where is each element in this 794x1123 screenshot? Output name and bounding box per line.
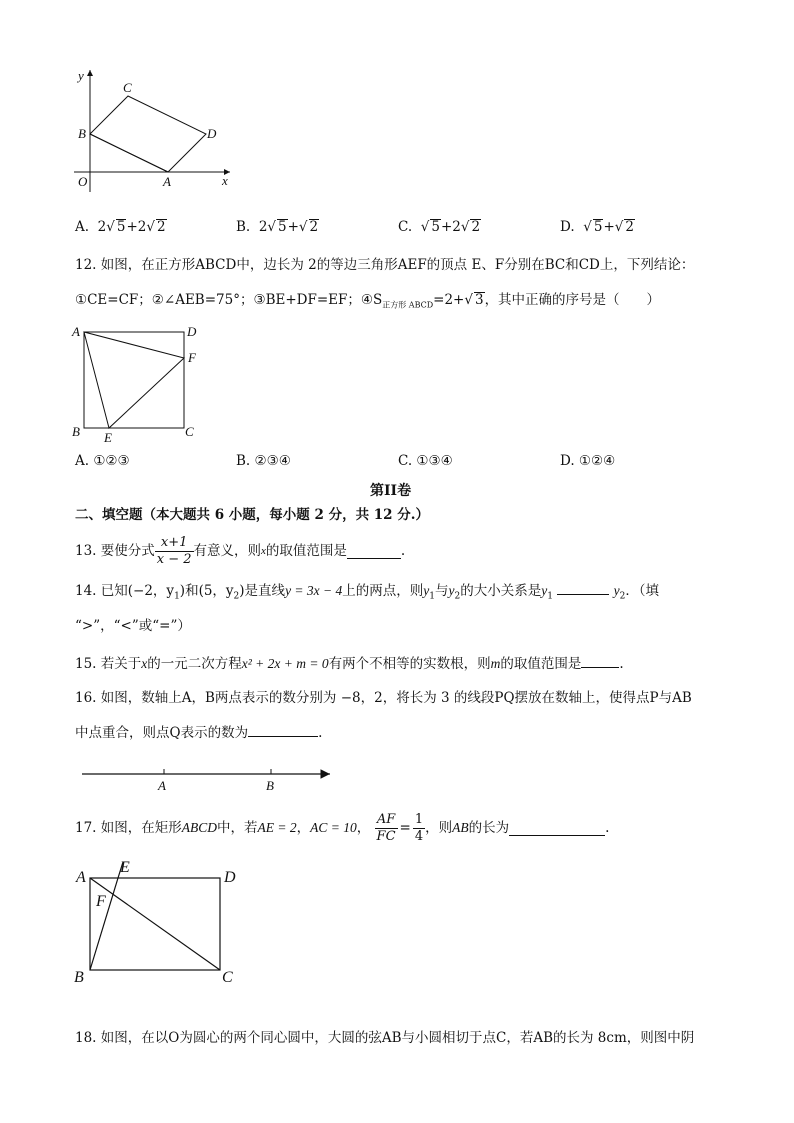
label-b: B bbox=[74, 969, 84, 986]
label-a: A bbox=[158, 778, 166, 793]
label-d: D bbox=[187, 324, 197, 339]
q18-line1: 18. 如图，在以O为圆心的两个同心圆中，大圆的弦AB与小圆相切于点C，若AB的长为 8cm，则图中阴 bbox=[75, 1030, 695, 1046]
q11-option-d[interactable]: D. √ 5+√ 2 bbox=[560, 219, 634, 235]
q14-line1: 14. 已知(−2，$y_1$)和(5，$y_2$)是直线y = 3x − 4上的两点，则$y_1$与$y_2$的大小关系是$y_1$ $y_2$．（填 bbox=[75, 580, 659, 606]
radical-sign: √ bbox=[420, 219, 430, 235]
q11-option-b[interactable]: B. 2√ 5+√ 2 bbox=[236, 219, 319, 235]
q17-value-fraction: $\frac{1}{4}$ bbox=[414, 811, 424, 844]
q17-answer-blank[interactable] bbox=[509, 821, 605, 836]
q12-line1: 12. 如图，在正方形ABCD中，边长为 2的等边三角形AEF的顶点 E、F分别在BC和CD上，下列结论： bbox=[75, 257, 695, 273]
radical-sign: √ bbox=[583, 219, 592, 235]
q11-option-c[interactable]: C. √ 5+2√ 2 bbox=[398, 219, 481, 235]
label-e: E bbox=[104, 430, 112, 445]
label-b: B bbox=[266, 778, 274, 793]
q16-line2: 中点重合，则点Q表示的数为 . bbox=[75, 722, 322, 742]
q11-option-a[interactable]: A. 2√ 5+2√ 2 bbox=[75, 219, 166, 235]
section-heading: 二、填空题（本大题共 6 小题，每小题 2 分，共 12 分.） bbox=[75, 507, 429, 523]
q12-option-a[interactable]: A. ①②③ bbox=[75, 453, 130, 469]
q12-line2: ①CE=CF；②∠AEB=75°；③BE+DF=EF；$④S_{正方形 ABCD}=2+√$ 3，其中正确的序号是（ ） bbox=[75, 292, 661, 310]
label-d: D bbox=[224, 869, 236, 886]
q13-line: 13. 要使分式 $\frac{x+1}{x - 2}$ 有意义，则 x 的取值范围是 . bbox=[75, 534, 406, 567]
label-b: B bbox=[78, 126, 86, 141]
diagonal-bd bbox=[90, 134, 168, 172]
q15-line: 15. 若关于x的一元二次方程x² + 2x + m = 0有两个不相等的实数根，则m的取值范围是 . bbox=[75, 653, 624, 673]
volume-title: 第II卷 bbox=[370, 483, 412, 499]
radical-sign: √ bbox=[464, 292, 473, 308]
q16-answer-blank[interactable] bbox=[248, 722, 318, 737]
radical-sign: √ bbox=[460, 219, 470, 235]
q12-option-b[interactable]: B. ②③④ bbox=[236, 453, 291, 469]
label-d: D bbox=[207, 126, 217, 141]
q14-line2: “>”，“<”或“=”） bbox=[75, 618, 191, 634]
q16-line1: 16. 如图，数轴上A，B两点表示的数分别为 −8，2，将长为 3 的线段PQ摆放在数轴上，使得点P与AB bbox=[75, 690, 692, 706]
label-a: A bbox=[76, 869, 86, 886]
label-e: E bbox=[120, 859, 130, 876]
q14-answer-blank[interactable] bbox=[557, 580, 609, 595]
triangle-aef bbox=[84, 332, 184, 428]
label-a: A bbox=[163, 174, 171, 189]
q12-option-d[interactable]: D. ①②④ bbox=[560, 453, 616, 469]
square-abcd bbox=[84, 332, 184, 428]
label-c: C bbox=[185, 424, 194, 439]
label-y: y bbox=[78, 68, 84, 83]
label-x: x bbox=[222, 173, 228, 188]
q17-ratio-fraction: $\frac{AF}{FC}$ bbox=[376, 811, 396, 844]
q16-number-line bbox=[76, 764, 338, 794]
q17-line: 17. 如图，在矩形 ABCD 中，若 AE = 2 ， AC = 10 ， $\frac{AF}{FC}$ = $\frac{1}{4}$ ，则 AB 的长为 . bbox=[75, 811, 610, 844]
label-o: O bbox=[78, 174, 88, 189]
radical-sign: √ bbox=[614, 219, 624, 235]
radical-sign: √ bbox=[146, 219, 155, 235]
label-a: A bbox=[72, 324, 80, 339]
label-c: C bbox=[123, 80, 132, 95]
parallelogram bbox=[90, 96, 206, 172]
q12-figure bbox=[68, 320, 208, 446]
label-f: F bbox=[96, 893, 106, 910]
q12-option-c[interactable]: C. ①③④ bbox=[398, 453, 453, 469]
q15-answer-blank[interactable] bbox=[581, 653, 619, 668]
label-f: F bbox=[188, 350, 196, 365]
q13-answer-blank[interactable] bbox=[347, 544, 401, 559]
q17-figure bbox=[70, 852, 250, 988]
radical-sign: √ bbox=[267, 219, 277, 235]
radical-sign: √ bbox=[298, 219, 308, 235]
label-b: B bbox=[72, 424, 80, 439]
q11-figure bbox=[60, 66, 240, 200]
diagonal-ac bbox=[90, 878, 220, 970]
segment-be bbox=[90, 878, 118, 970]
q13-fraction: $\frac{x+1}{x - 2}$ bbox=[156, 534, 192, 567]
label-c: C bbox=[222, 969, 233, 986]
radical-sign: √ bbox=[106, 219, 115, 235]
